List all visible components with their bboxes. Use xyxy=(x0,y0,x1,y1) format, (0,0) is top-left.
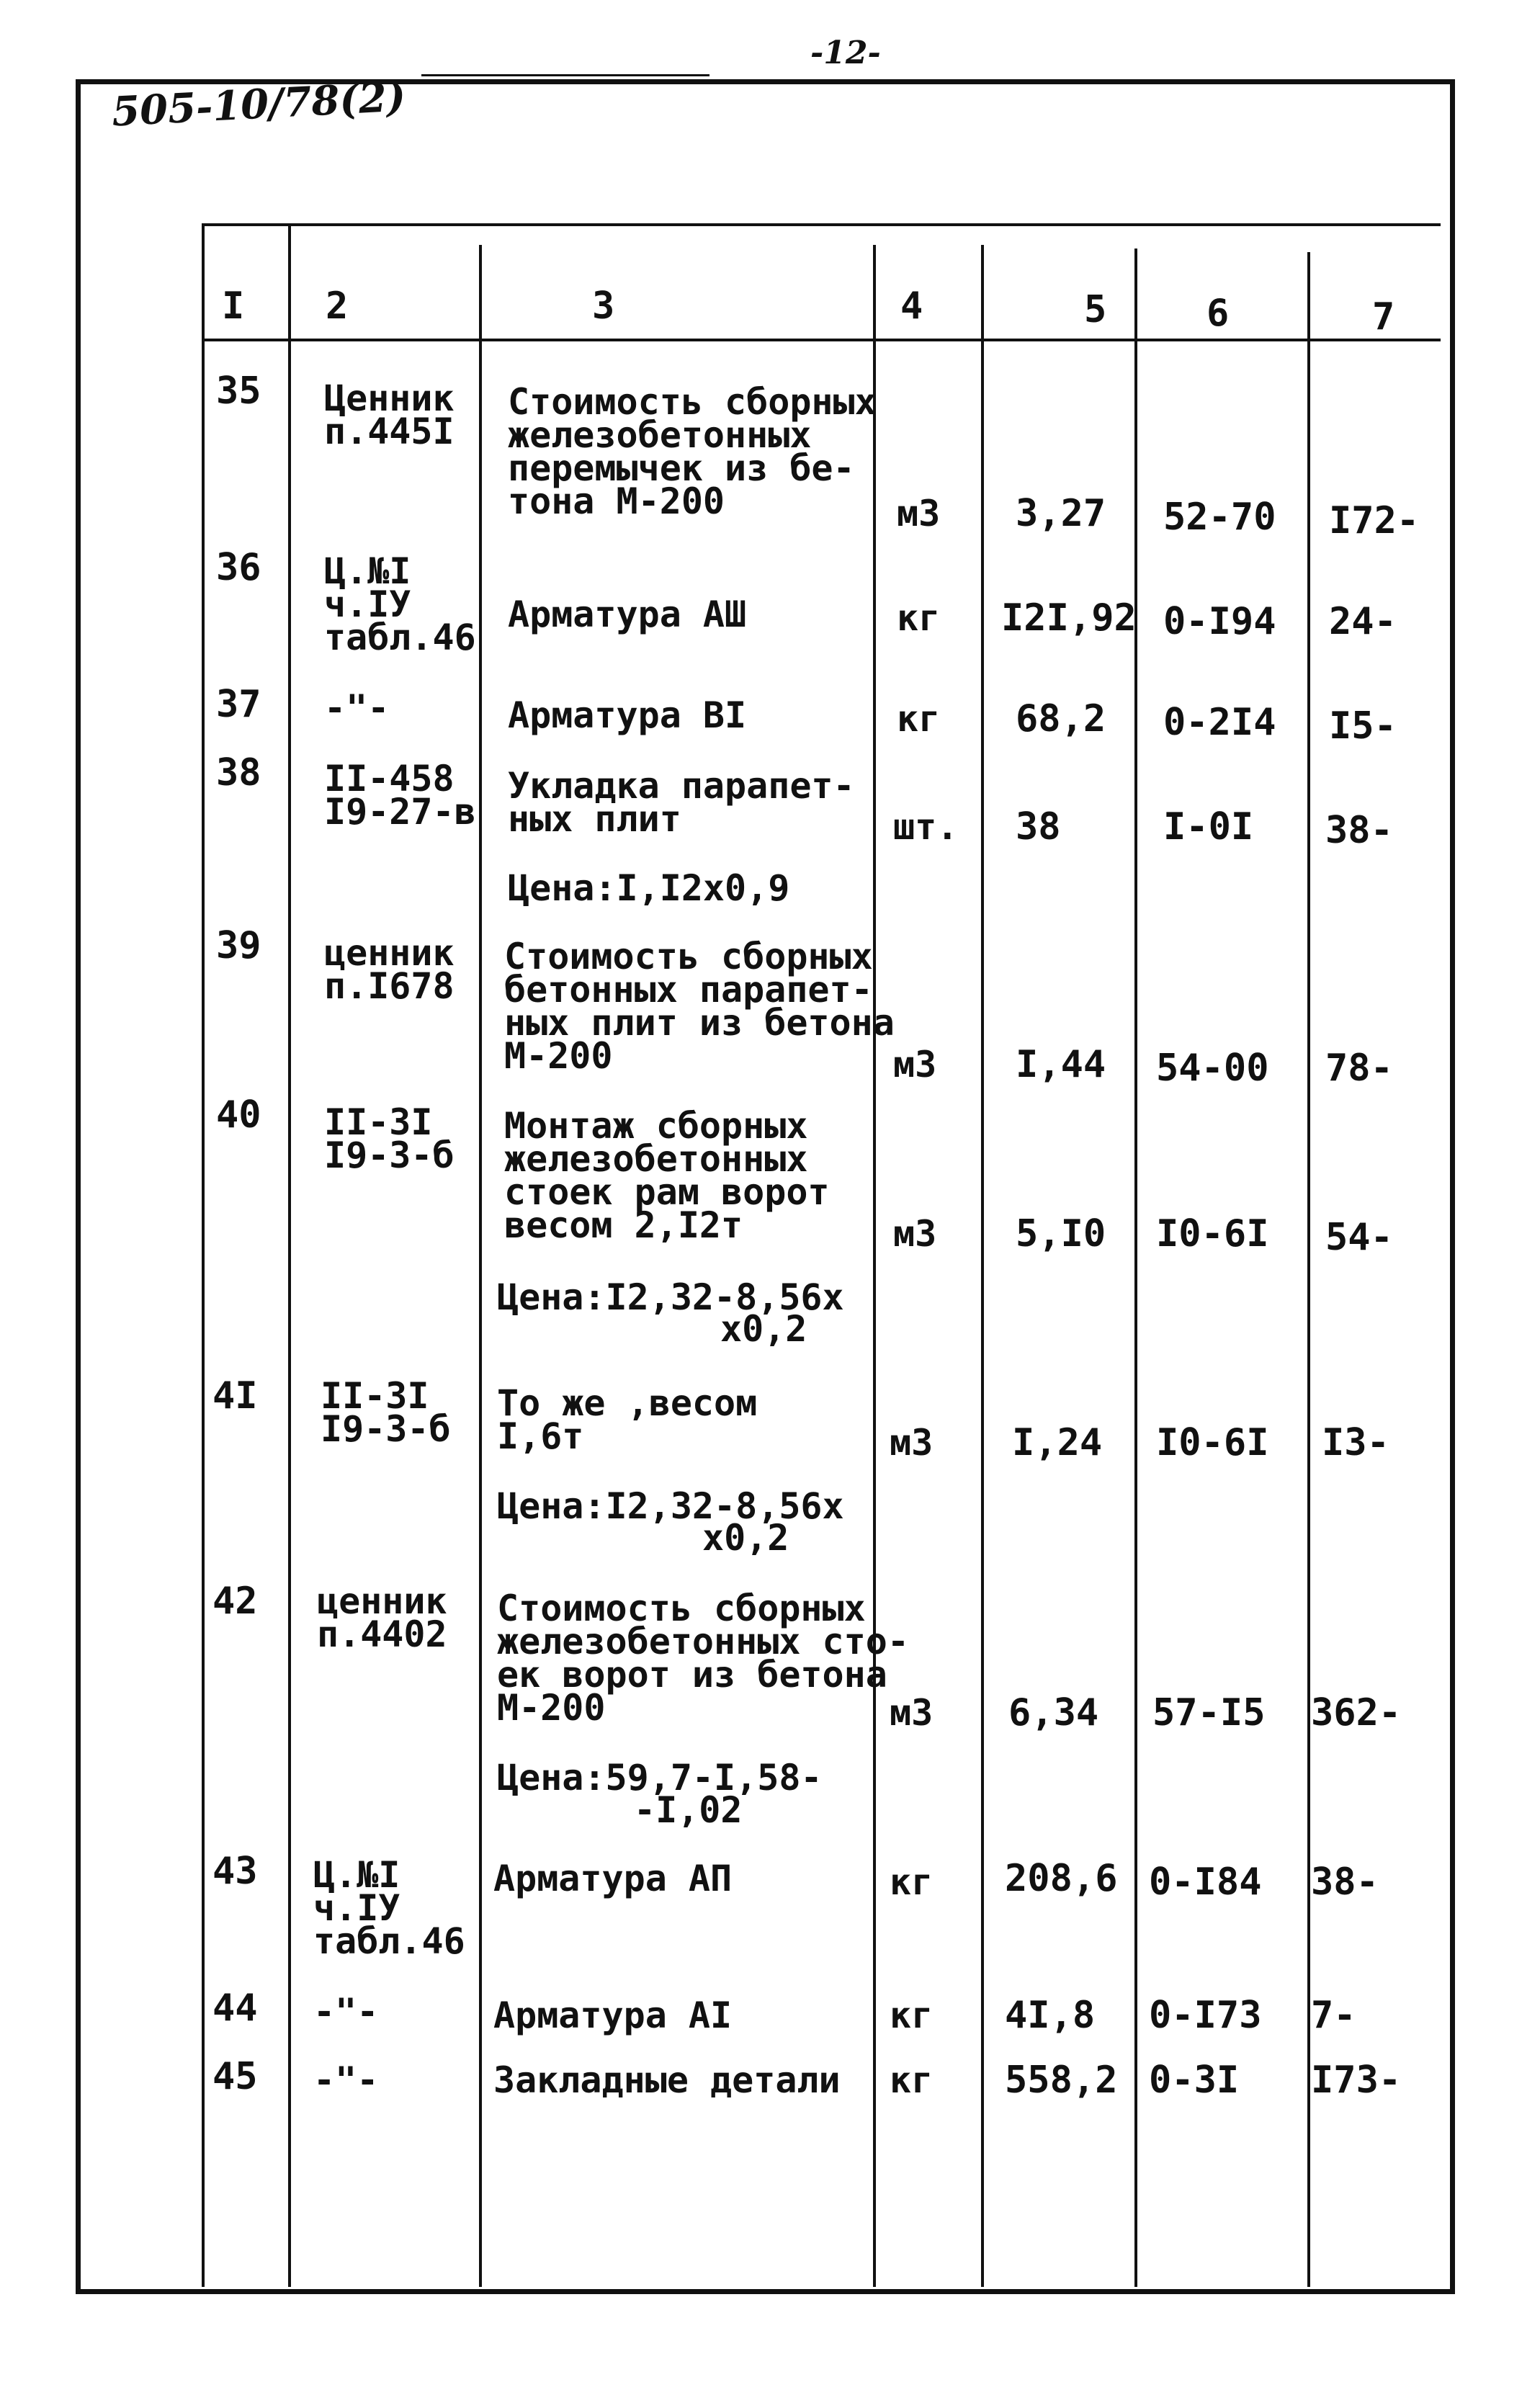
description-line: Арматура АШ xyxy=(508,594,747,635)
table-header-border xyxy=(202,339,1441,341)
quantity: 3,27 xyxy=(1016,492,1106,535)
table-top-border xyxy=(202,223,1441,226)
reference-line: ценник xyxy=(317,1580,447,1622)
col-divider-3 xyxy=(873,245,876,2287)
reference-line: -"- xyxy=(324,687,390,729)
description xyxy=(493,1994,733,2036)
description-line: Закладные детали xyxy=(493,2059,841,2101)
unit: кг xyxy=(890,1994,934,2036)
total: 24- xyxy=(1329,600,1397,643)
col-divider-2 xyxy=(479,245,482,2287)
price-note-continued: -I,02 xyxy=(634,1789,743,1831)
reference-line: I9-27-в xyxy=(324,791,476,833)
row-number: 35 xyxy=(216,370,261,413)
quantity: 558,2 xyxy=(1005,2059,1118,2102)
reference-line: ч.IУ xyxy=(313,1887,400,1929)
description-line: весом 2,I2т xyxy=(504,1204,743,1246)
description xyxy=(508,694,747,736)
price-note: Цена:I,I2х0,9 xyxy=(508,867,790,909)
quantity: I,24 xyxy=(1012,1421,1103,1464)
unit-price: 0-3I xyxy=(1149,2059,1240,2102)
total: 54- xyxy=(1325,1216,1393,1259)
reference xyxy=(313,1991,379,2033)
unit: кг xyxy=(897,597,941,639)
description-line: стоек рам ворот xyxy=(504,1171,830,1213)
reference-line: Ц.№I xyxy=(313,1854,400,1896)
reference xyxy=(324,550,476,658)
row-number: 38 xyxy=(216,751,261,794)
top-rule xyxy=(421,74,709,76)
reference-line: п.445I xyxy=(324,411,455,452)
reference-line: п.I678 xyxy=(324,965,455,1007)
description-line: I,6т xyxy=(497,1415,584,1457)
unit: м3 xyxy=(897,493,941,534)
description-line: Арматура АП xyxy=(493,1858,733,1899)
row-number: 43 xyxy=(212,1850,258,1893)
unit-price: I0-6I xyxy=(1156,1212,1269,1255)
unit-price: 0-I73 xyxy=(1149,1994,1262,2037)
reference-line: табл.46 xyxy=(324,617,476,658)
row-number: 45 xyxy=(212,2055,258,2098)
page-number: -12- xyxy=(810,35,881,71)
quantity: 4I,8 xyxy=(1005,1994,1096,2037)
header-col-6: 6 xyxy=(1207,292,1230,335)
description xyxy=(508,594,747,635)
reference-line: I9-3-б xyxy=(321,1408,451,1450)
unit-price: 0-I94 xyxy=(1163,600,1276,643)
unit: м3 xyxy=(890,1422,934,1464)
reference-line: ценник xyxy=(324,932,455,974)
row-number: 42 xyxy=(212,1580,258,1623)
unit: м3 xyxy=(893,1213,937,1255)
unit: м3 xyxy=(890,1692,934,1734)
row-number: 40 xyxy=(216,1093,261,1137)
unit-price: 0-I84 xyxy=(1149,1861,1262,1904)
description-line: бетонных парапет- xyxy=(504,969,873,1011)
header-col-3: 3 xyxy=(592,285,615,328)
row-number: 39 xyxy=(216,924,261,967)
header-col-2: 2 xyxy=(326,285,349,328)
unit-price: 52-70 xyxy=(1163,496,1276,539)
quantity: 68,2 xyxy=(1016,697,1106,740)
document-code: 505-10/78(2) xyxy=(110,73,407,136)
description-line: железобетонных сто- xyxy=(497,1621,909,1662)
reference-line: ч.IУ xyxy=(324,583,411,625)
unit: шт. xyxy=(893,806,959,848)
total: I73- xyxy=(1311,2059,1402,2102)
description-line: ных плит xyxy=(508,798,681,840)
unit-price: 0-2I4 xyxy=(1163,701,1276,744)
description-line: Стоимость сборных xyxy=(497,1588,866,1629)
description-line: железобетонных xyxy=(504,1138,808,1180)
row-number: 37 xyxy=(216,683,261,726)
quantity: 38 xyxy=(1016,805,1061,849)
reference xyxy=(313,1854,465,1962)
description-line: Укладка парапет- xyxy=(508,765,855,807)
row-number: 4I xyxy=(212,1374,258,1418)
unit: кг xyxy=(890,2059,934,2101)
description-line: М-200 xyxy=(504,1035,613,1077)
reference-line: Ц.№I xyxy=(324,550,411,592)
quantity: 5,I0 xyxy=(1016,1212,1106,1255)
description xyxy=(493,1858,733,1899)
unit-price: 54-00 xyxy=(1156,1047,1269,1090)
reference-line: табл.46 xyxy=(313,1920,465,1962)
reference xyxy=(324,1101,455,1176)
description-line: ек ворот из бетона xyxy=(497,1654,887,1696)
description-line: Арматура АI xyxy=(493,1994,733,2036)
total: I72- xyxy=(1329,499,1420,542)
reference xyxy=(324,687,390,729)
description-line: Монтаж сборных xyxy=(504,1105,808,1147)
quantity: I,44 xyxy=(1016,1043,1106,1086)
unit: кг xyxy=(890,1861,934,1903)
total: 78- xyxy=(1325,1047,1393,1090)
reference-line: II-3I xyxy=(321,1375,429,1417)
reference-line: -"- xyxy=(313,1991,379,2033)
description-line: Стоимость сборных xyxy=(508,381,877,423)
reference-line: Ценник xyxy=(324,377,455,419)
unit-price: I0-6I xyxy=(1156,1421,1269,1464)
total: 38- xyxy=(1311,1861,1379,1904)
quantity: 6,34 xyxy=(1008,1691,1099,1734)
col-divider-0 xyxy=(202,223,205,2287)
description xyxy=(493,2059,841,2101)
total: 362- xyxy=(1311,1691,1402,1734)
col-divider-6 xyxy=(1307,252,1310,2287)
reference xyxy=(324,377,455,452)
total: 38- xyxy=(1325,809,1393,852)
description xyxy=(504,936,895,1077)
description-line: То же ,весом xyxy=(497,1382,758,1424)
reference xyxy=(324,758,476,833)
row-number: 36 xyxy=(216,546,261,589)
price-note: Цена:I2,32-8,56х xyxy=(497,1485,844,1527)
description-line: ных плит из бетона xyxy=(504,1002,895,1044)
col-divider-4 xyxy=(981,245,984,2287)
row-number: 44 xyxy=(212,1987,258,2030)
description-line: тона М-200 xyxy=(508,480,725,522)
reference-line: I9-3-б xyxy=(324,1134,455,1176)
reference xyxy=(324,932,455,1007)
reference xyxy=(317,1580,447,1655)
header-col-4: 4 xyxy=(900,285,923,328)
reference xyxy=(313,2059,379,2101)
price-note: Цена:59,7-I,58- xyxy=(497,1757,823,1799)
price-note-continued: х0,2 xyxy=(720,1308,807,1350)
reference-line: II-3I xyxy=(324,1101,433,1143)
header-col-1: I xyxy=(222,285,245,328)
col-divider-1 xyxy=(288,223,291,2287)
quantity: 208,6 xyxy=(1005,1857,1118,1900)
reference-line: п.4402 xyxy=(317,1613,447,1655)
description-line: железобетонных xyxy=(508,414,812,456)
header-col-5: 5 xyxy=(1084,288,1107,331)
reference xyxy=(321,1375,451,1450)
description-line: перемычек из бе- xyxy=(508,447,855,489)
total: I5- xyxy=(1329,704,1397,748)
description-line: Стоимость сборных xyxy=(504,936,873,977)
col-divider-5 xyxy=(1134,249,1137,2287)
unit: м3 xyxy=(893,1044,937,1085)
header-col-7: 7 xyxy=(1372,295,1395,339)
unit-price: I-0I xyxy=(1163,805,1254,849)
description xyxy=(497,1382,758,1457)
price-note: Цена:I2,32-8,56х xyxy=(497,1276,844,1318)
unit-price: 57-I5 xyxy=(1152,1691,1266,1734)
price-note-continued: х0,2 xyxy=(702,1517,789,1559)
description-line: Арматура ВI xyxy=(508,694,747,736)
total: I3- xyxy=(1322,1421,1389,1464)
description xyxy=(508,381,877,522)
reference-line: -"- xyxy=(313,2059,379,2101)
quantity: I2I,92 xyxy=(1001,596,1137,640)
description xyxy=(508,765,855,840)
unit: кг xyxy=(897,698,941,740)
description-line: М-200 xyxy=(497,1687,606,1729)
total: 7- xyxy=(1311,1994,1356,2037)
description xyxy=(497,1588,909,1729)
description xyxy=(504,1105,830,1246)
reference-line: II-458 xyxy=(324,758,455,800)
